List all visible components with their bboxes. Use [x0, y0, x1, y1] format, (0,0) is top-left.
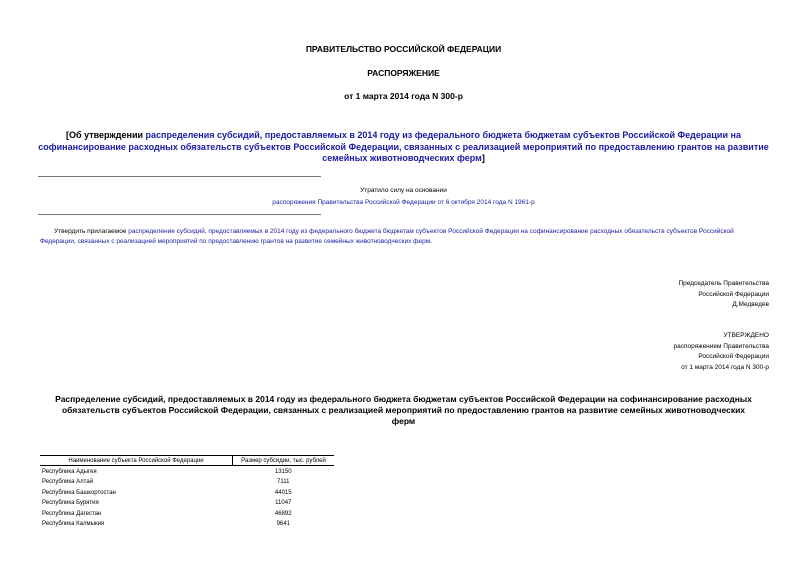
distribution-title: Распределение субсидий, предоставляемых в 2014 году из федерального бюджета бюджетам субъектов Российской Федерации на софинансирование расходных обязательств субъектов Российской Федерации, связанных с реализацией мероприятий по предоставлению грантов на развитие семейных животноводческих ферм: [55, 394, 752, 426]
region-cell: Республика Башкортостан: [42, 489, 116, 496]
divider-bottom: [38, 214, 321, 215]
subsidies-table: [40, 455, 334, 529]
body-prefix: Утвердить прилагаемое: [54, 228, 129, 235]
body-link[interactable]: распределение субсидий, предоставляемых в 2014 году из федерального бюджета бюджетам субъектов Российской Федерации на софинансирование расходных обязательств субъектов Российской Федерации, связанных с реализацией мероприятий по предоставлению грантов на развитие семейных животноводческих ферм: [40, 228, 734, 245]
signature-title: Председатель Правительства: [678, 280, 769, 287]
region-cell: Республика Бурятия: [42, 500, 99, 506]
document-heading: [30, 130, 777, 165]
divider-top: [38, 176, 321, 177]
table-header-row: [40, 456, 334, 466]
status-link[interactable]: распоряжения Правительства Российской Федерации от 6 октября 2014 года N 1961-р: [272, 199, 535, 206]
table-row: [40, 508, 334, 519]
body-paragraph: [40, 227, 770, 246]
signature-org: Российской Федерации: [698, 290, 769, 298]
column-header-amount: Размер субсидии, тыс. рублей: [233, 456, 335, 466]
heading-link[interactable]: распределения субсидий, предоставляемых в 2014 году из федерального бюджета бюджетам субъектов Российской Федерации на софинансирование расходных обязательств субъектов Российской Федерации, связанных с реализацией мероприятий по предоставлению грантов на развитие семейных животноводческих ферм: [38, 130, 769, 163]
signature-name: Д.Медведев: [732, 301, 769, 308]
column-header-region: Наименование субъекта Российской Федерации: [40, 456, 233, 466]
amount-cell: 11047: [275, 500, 292, 506]
table-row: [40, 519, 334, 530]
approval-block: [674, 331, 769, 373]
body-suffix: .: [430, 237, 433, 245]
status-text: Утратило силу на основании: [360, 187, 447, 194]
amount-cell: 9641: [276, 521, 290, 527]
amount-cell: 46892: [274, 510, 292, 517]
table-row: [40, 498, 334, 509]
amount-cell: 44015: [274, 489, 292, 496]
document-type: РАСПОРЯЖЕНИЕ: [367, 68, 440, 78]
document-date: от 1 марта 2014 года N 300-р: [344, 91, 463, 101]
amount-cell: 7111: [277, 479, 290, 485]
approval-label: УТВЕРЖДЕНО: [723, 332, 769, 339]
signature-block: [678, 279, 769, 311]
heading-close: ]: [481, 153, 485, 163]
approval-line-3: Российской Федерации: [698, 353, 769, 360]
region-cell: Республика Алтай: [42, 479, 94, 485]
approval-line-2: распоряжением Правительства: [673, 342, 769, 350]
heading-open: [Об утверждении: [66, 130, 146, 140]
table-row: [40, 477, 334, 488]
approval-line-4: от 1 марта 2014 года N 300-р: [681, 363, 769, 371]
region-cell: Республика Дагестан: [42, 510, 102, 517]
amount-cell: 13150: [274, 468, 292, 475]
table-row: [40, 466, 334, 477]
government-name: ПРАВИТЕЛЬСТВО РОССИЙСКОЙ ФЕДЕРАЦИИ: [305, 44, 502, 54]
region-cell: Республика Калмыкия: [42, 521, 105, 527]
region-cell: Республика Адыгея: [42, 468, 97, 475]
table-row: [40, 487, 334, 498]
